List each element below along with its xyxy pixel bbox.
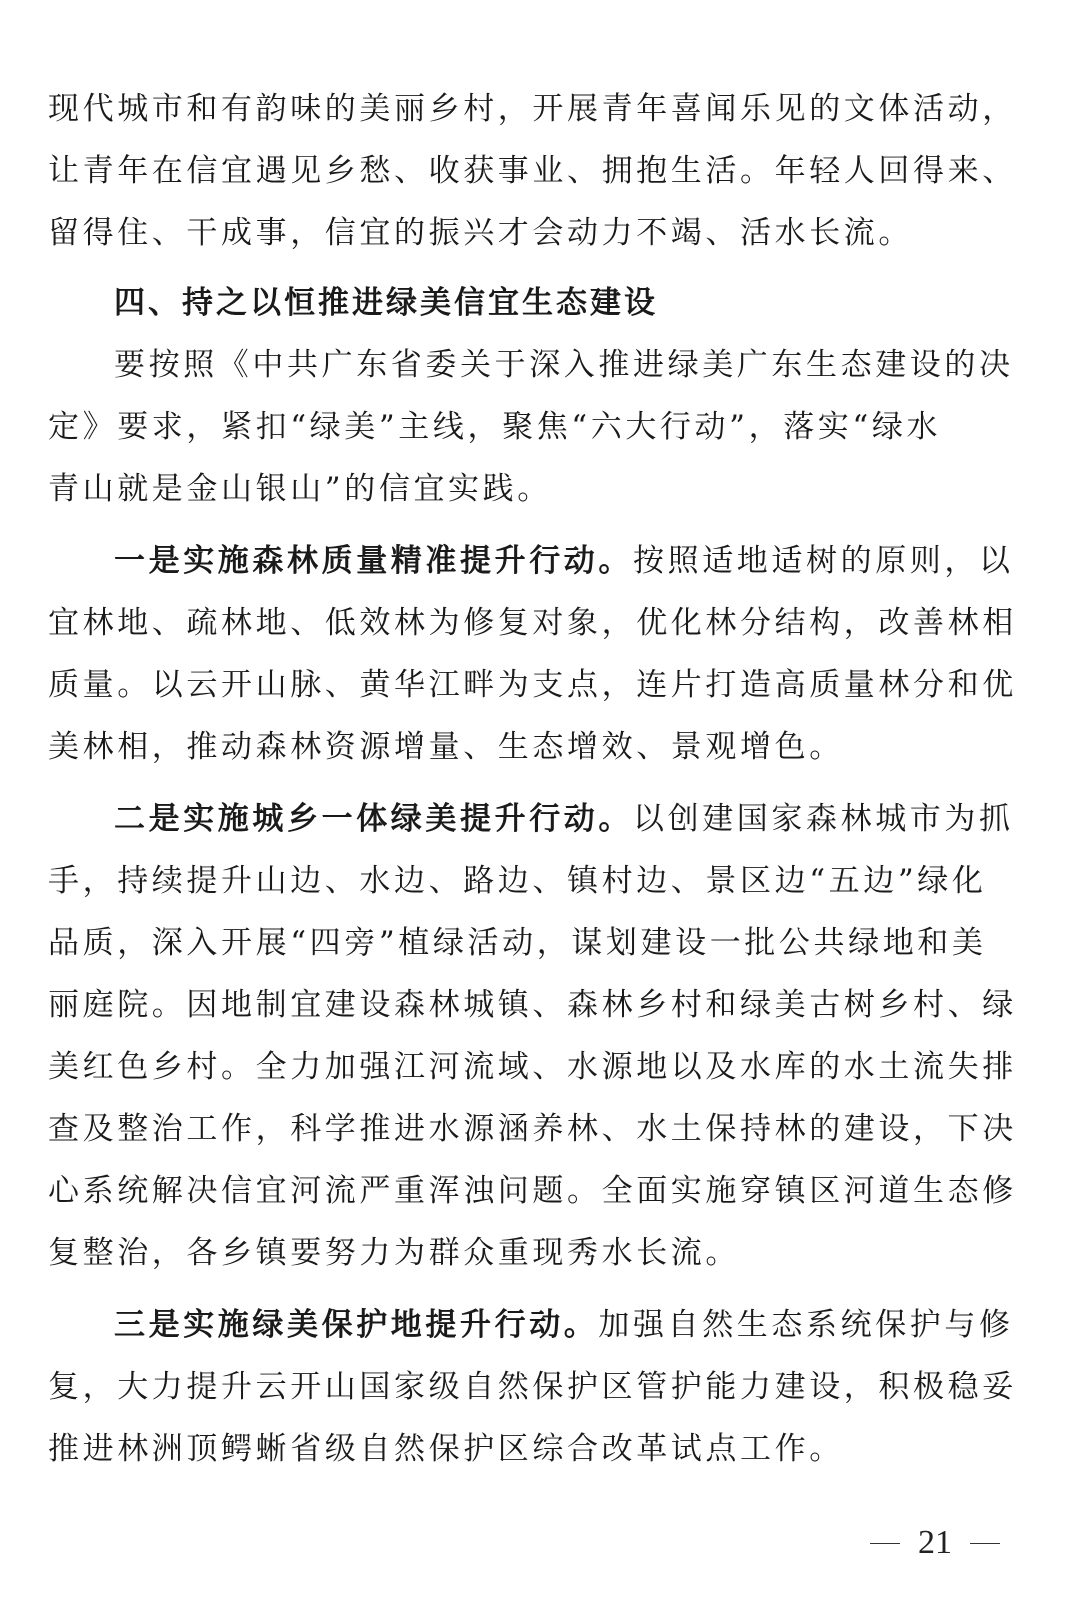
item3-first-line: [48, 1294, 1030, 1356]
item3-line: 复，大力提升云开山国家级自然保护区管护能力建设，积极稳妥: [48, 1369, 1017, 1405]
item1-first-line: [48, 530, 1030, 592]
item1-line: 宜林地、疏林地、低效林为修复对象，优化林分结构，改善林相: [48, 605, 1017, 641]
footer-left-dash: [870, 1543, 900, 1544]
item2-line: 查及整治工作，科学推进水源涵养林、水土保持林的建设，下决: [48, 1111, 1017, 1147]
item3-lead: 三是实施绿美保护地提升行动。: [114, 1307, 599, 1343]
item2-line: 美红色乡村。全力加强江河流域、水源地以及水库的水土流失排: [48, 1049, 1017, 1085]
item3-first-rest: 加强自然生态系统保护与修: [598, 1307, 1014, 1343]
intro-line-2: 定》要求，紧扣“绿美”主线，聚焦“六大行动”，落实“绿水: [48, 409, 942, 445]
item1-line: 美林相，推动森林资源增量、生态增效、景观增色。: [48, 729, 844, 765]
item2-first-line: [48, 788, 1030, 850]
paragraph-line-1: 现代城市和有韵味的美丽乡村，开展青年喜闻乐见的文体活动，: [48, 91, 1017, 127]
item3-line: 推进林洲顶鳄蜥省级自然保护区综合改革试点工作。: [48, 1431, 844, 1467]
paragraph-line-3: 留得住、干成事，信宜的振兴才会动力不竭、活水长流。: [48, 215, 913, 251]
item1-first-rest: 按照适地适树的原则，以: [633, 543, 1014, 579]
item2-line: 品质，深入开展“四旁”植绿活动，谋划建设一批公共绿地和美: [48, 925, 987, 961]
item2-line: 心系统解决信宜河流严重浑浊问题。全面实施穿镇区河道生态修: [48, 1173, 1017, 1209]
section-heading: 四、持之以恒推进绿美信宜生态建设: [114, 285, 658, 321]
intro-line-1: 要按照《中共广东省委关于深入推进绿美广东生态建设的决: [114, 347, 1014, 383]
page-number: 21: [918, 1524, 952, 1561]
item2-lead: 二是实施城乡一体绿美提升行动。: [114, 801, 633, 837]
item1-lead: 一是实施森林质量精准提升行动。: [114, 543, 633, 579]
paragraph-line-2: 让青年在信宜遇见乡愁、收获事业、拥抱生活。年轻人回得来、: [48, 153, 1017, 189]
item2-line: 丽庭院。因地制宜建设森林城镇、森林乡村和绿美古树乡村、绿: [48, 987, 1017, 1023]
item2-first-rest: 以创建国家森林城市为抓: [633, 801, 1014, 837]
item2-line: 手，持续提升山边、水边、路边、镇村边、景区边“五边”绿化: [48, 863, 987, 899]
item1-line: 质量。以云开山脉、黄华江畔为支点，连片打造高质量林分和优: [48, 667, 1017, 703]
item2-line: 复整治，各乡镇要努力为群众重现秀水长流。: [48, 1235, 740, 1271]
page-footer: [870, 1518, 1000, 1568]
body-text: [48, 78, 1030, 1480]
footer-right-dash: [970, 1543, 1000, 1544]
intro-line-3: 青山就是金山银山”的信宜实践。: [48, 471, 552, 507]
